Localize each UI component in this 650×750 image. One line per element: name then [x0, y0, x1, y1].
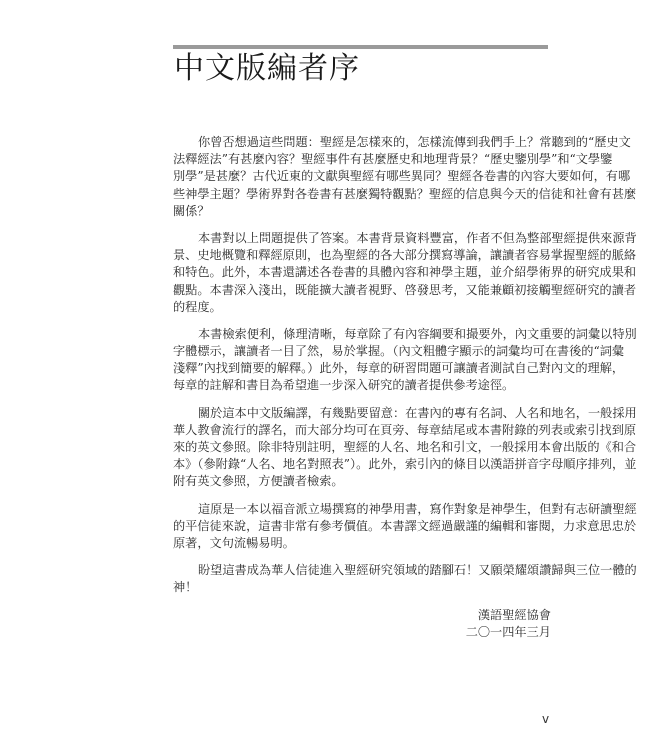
text-line: 關係？: [173, 203, 210, 218]
text-line: 神！: [173, 580, 198, 595]
text-line: 這原是一本以福音派立場撰寫的神學用書，寫作對象是神學生，但對有志研讀聖經: [198, 501, 637, 516]
preface-body: [173, 134, 637, 641]
text-line: 的程度。: [173, 299, 222, 314]
text-line: 和特色。此外，本書還講述各卷書的具體內容和神學主題，並介紹學術界的研究成果和: [173, 265, 637, 280]
page-title: 中文版編者序: [174, 51, 360, 86]
text-line: 本》（參附錄“人名、地名對照表”）。此外，索引內的條目以漢語拼音字母順序排列，並: [173, 457, 637, 472]
paragraph-6: [173, 562, 637, 596]
title-rule: [173, 45, 548, 49]
paragraph-2: [173, 230, 637, 316]
signature-organization: 漢語聖經協會: [477, 607, 551, 622]
text-line: 你曾否想過這些問題：聖經是怎樣來的，怎樣流傳到我們手上？常聽到的“歷史文: [198, 135, 631, 149]
text-line: 附有英文參照，方便讀者檢索。: [173, 474, 344, 489]
text-line: 每章的註解和書目為希望進一步深入研究的讀者提供參考途徑。: [173, 378, 515, 393]
text-line: 原著，文句流暢易明。: [173, 535, 295, 550]
page-number: v: [542, 712, 550, 726]
signature-date: 二〇一四年三月: [465, 624, 551, 639]
paragraph-5: [173, 501, 637, 553]
text-line: 淺釋”內找到簡要的解釋。）此外，每章的研習問題可讓讀者測試自己對內文的理解，: [173, 361, 625, 376]
text-line: 的平信徒來說，這書非常有參考價值。本書譯文經過嚴謹的編輯和審閱，力求意思忠於: [173, 518, 637, 533]
text-line: 些神學主題？學術界對各卷書有甚麼獨特觀點？聖經的信息與今天的信徒和社會有甚麼: [173, 186, 637, 201]
text-line: 盼望這書成為華人信徒進入聖經研究領域的踏腳石！又願榮耀頌讚歸與三位一體的: [198, 563, 637, 578]
text-line: 景、史地概覽和釋經原則，也為聖經的各大部分撰寫導論，讓讀者容易掌握聖經的脈絡: [173, 248, 637, 263]
text-line: 來的英文參照。除非特別註明，聖經的人名、地名和引文，一般採用本會出版的《和合: [173, 440, 637, 454]
paragraph-4: [173, 405, 637, 491]
paragraph-1: [173, 134, 637, 220]
text-line: 關於這本中文版編譯，有幾點要留意：在書內的專有名詞、人名和地名，一般採用: [198, 405, 637, 420]
text-line: 別學”是甚麼？古代近東的文獻與聖經有哪些異同？聖經各卷書的內容大要如何，有哪: [173, 169, 631, 184]
signature-block: [173, 607, 551, 641]
text-line: 華人教會流行的譯名，而大部分均可在頁旁、每章結尾或本書附錄的列表或索引找到原: [173, 422, 637, 437]
text-line: 本書檢索便利，條理清晰，每章除了有內容綱要和撮要外，內文重要的詞彙以特別: [198, 326, 637, 341]
text-line: 字體標示，讓讀者一目了然，易於掌握。（內文粗體字顯示的詞彙均可在書後的“詞彙: [173, 344, 625, 359]
text-line: 觀點。本書深入淺出，既能擴大讀者視野、啓發思考，又能兼顧初接觸聖經研究的讀者: [173, 282, 637, 297]
text-line: 本書對以上問題提供了答案。本書背景資料豐富，作者不但為整部聖經提供來源背: [198, 230, 637, 245]
paragraph-3: [173, 326, 637, 395]
text-line: 法釋經法”有甚麼內容？聖經事件有甚麼歷史和地理背景？“歷史鑒別學”和“文學鑒: [173, 152, 613, 167]
